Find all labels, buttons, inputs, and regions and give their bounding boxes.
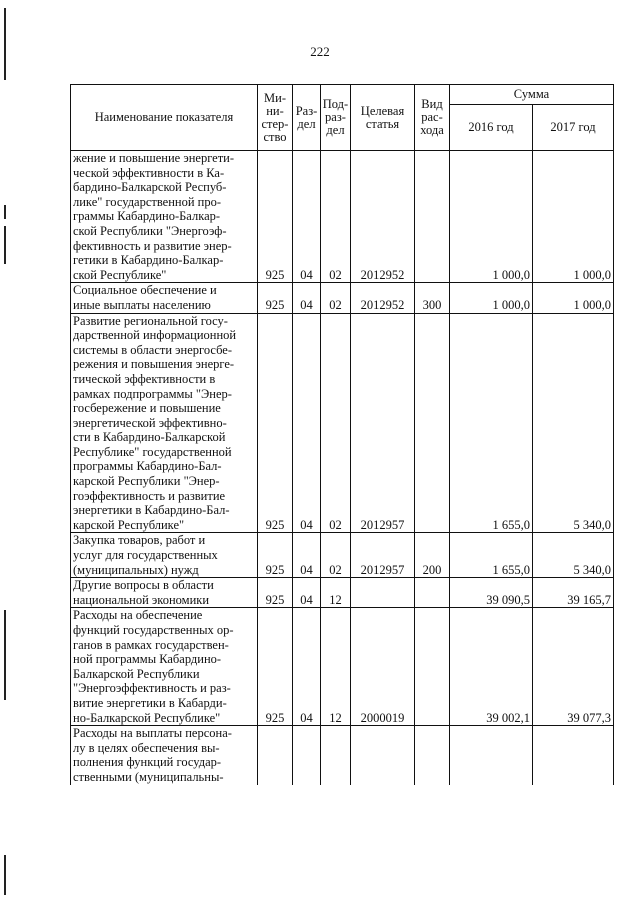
cell-ministry: 925 [258,608,293,726]
cell-section: 04 [293,608,321,726]
cell-sum-2016: 39 002,1 [450,608,533,726]
table-row [71,533,614,578]
cell-ministry: 925 [258,578,293,608]
cell-subsection: 12 [321,578,351,608]
cell-target-article: 2012952 [351,283,415,313]
cell-section: 04 [293,578,321,608]
cell-subsection: 02 [321,313,351,533]
row-name: Другие вопросы в области национальной экономики [71,578,258,608]
cell-sum-2016: 1 000,0 [450,151,533,283]
scan-edge-mark [4,610,6,700]
cell-ministry: 925 [258,533,293,578]
cell-sum-2017: 39 165,7 [533,578,614,608]
cell-ministry [258,726,293,785]
cell-target-article: 2012957 [351,313,415,533]
header-expense-type: Вид рас- хода [415,85,450,151]
header-section: Раз- дел [293,85,321,151]
cell-target-article [351,578,415,608]
budget-table [70,84,614,785]
cell-sum-2016: 1 655,0 [450,313,533,533]
cell-target-article: 2012957 [351,533,415,578]
cell-subsection: 12 [321,608,351,726]
scan-edge-mark [4,205,6,219]
cell-expense-type [415,608,450,726]
cell-section: 04 [293,151,321,283]
table-row [71,608,614,726]
cell-subsection: 02 [321,283,351,313]
cell-expense-type [415,726,450,785]
header-subsection: Под- раз- дел [321,85,351,151]
table-row [71,578,614,608]
cell-sum-2016: 1 000,0 [450,283,533,313]
header-sum: Сумма [450,85,614,105]
scan-edge-mark [4,855,6,895]
cell-target-article: 2012952 [351,151,415,283]
row-name: Развитие региональной госу- дарственной информационной системы в области энергосбе- режения и повышения энерге- тической эффективности в рамках подпрограммы "Энер- госбережение и повышение энергетической эффективно- сти в Кабардино-Балкарской Республике" государственной программы Кабардино-Бал- карской Республики "Энер- гоэффективность и развитие энергетики в Кабардино-Бал- карской Республике" [71,313,258,533]
cell-sum-2016: 39 090,5 [450,578,533,608]
cell-sum-2017: 1 000,0 [533,283,614,313]
row-name: Расходы на обеспечение функций государственных ор- ганов в рамках государствен- ной программы Кабардино- Балкарской Республики "Энергоэффективность и раз- витие энергетики в Кабарди- но-Балкарской Республике" [71,608,258,726]
cell-sum-2017: 39 077,3 [533,608,614,726]
header-name: Наименование показателя [71,85,258,151]
cell-sum-2017: 1 000,0 [533,151,614,283]
cell-target-article: 2000019 [351,608,415,726]
cell-sum-2017: 5 340,0 [533,313,614,533]
cell-sum-2017: 5 340,0 [533,533,614,578]
cell-expense-type [415,313,450,533]
header-target: Целевая статья [351,85,415,151]
row-name: Закупка товаров, работ и услуг для государственных (муниципальных) нужд [71,533,258,578]
cell-expense-type [415,578,450,608]
cell-expense-type: 200 [415,533,450,578]
cell-section: 04 [293,533,321,578]
row-name: Расходы на выплаты персона- лу в целях обеспечения вы- полнения функций государ- ственными (муниципальны- [71,726,258,785]
page-number: 222 [310,44,330,59]
cell-sum-2016: 1 655,0 [450,533,533,578]
row-name: Социальное обеспечение и иные выплаты населению [71,283,258,313]
cell-subsection: 02 [321,151,351,283]
cell-sum-2016 [450,726,533,785]
header-year-2017: 2017 год [533,105,614,151]
cell-ministry: 925 [258,151,293,283]
cell-expense-type: 300 [415,283,450,313]
table-row [71,151,614,283]
cell-expense-type [415,151,450,283]
table-row [71,313,614,533]
cell-sum-2017 [533,726,614,785]
cell-subsection: 02 [321,533,351,578]
cell-section [293,726,321,785]
header-year-2016: 2016 год [450,105,533,151]
cell-ministry: 925 [258,283,293,313]
row-name: жение и повышение энергети- ческой эффективности в Ка- бардино-Балкарской Респуб- лике" государственной про- граммы Кабардино-Балкар- ской Республики "Энергоэф- фективность и развитие энер- гетики в Кабардино-Балкар- ской Республике" [71,151,258,283]
cell-target-article [351,726,415,785]
table-row [71,726,614,785]
table-row [71,283,614,313]
cell-subsection [321,726,351,785]
scan-edge-mark [4,226,6,264]
header-ministry: Ми- ни- стер- ство [258,85,293,151]
cell-section: 04 [293,283,321,313]
cell-ministry: 925 [258,313,293,533]
cell-section: 04 [293,313,321,533]
